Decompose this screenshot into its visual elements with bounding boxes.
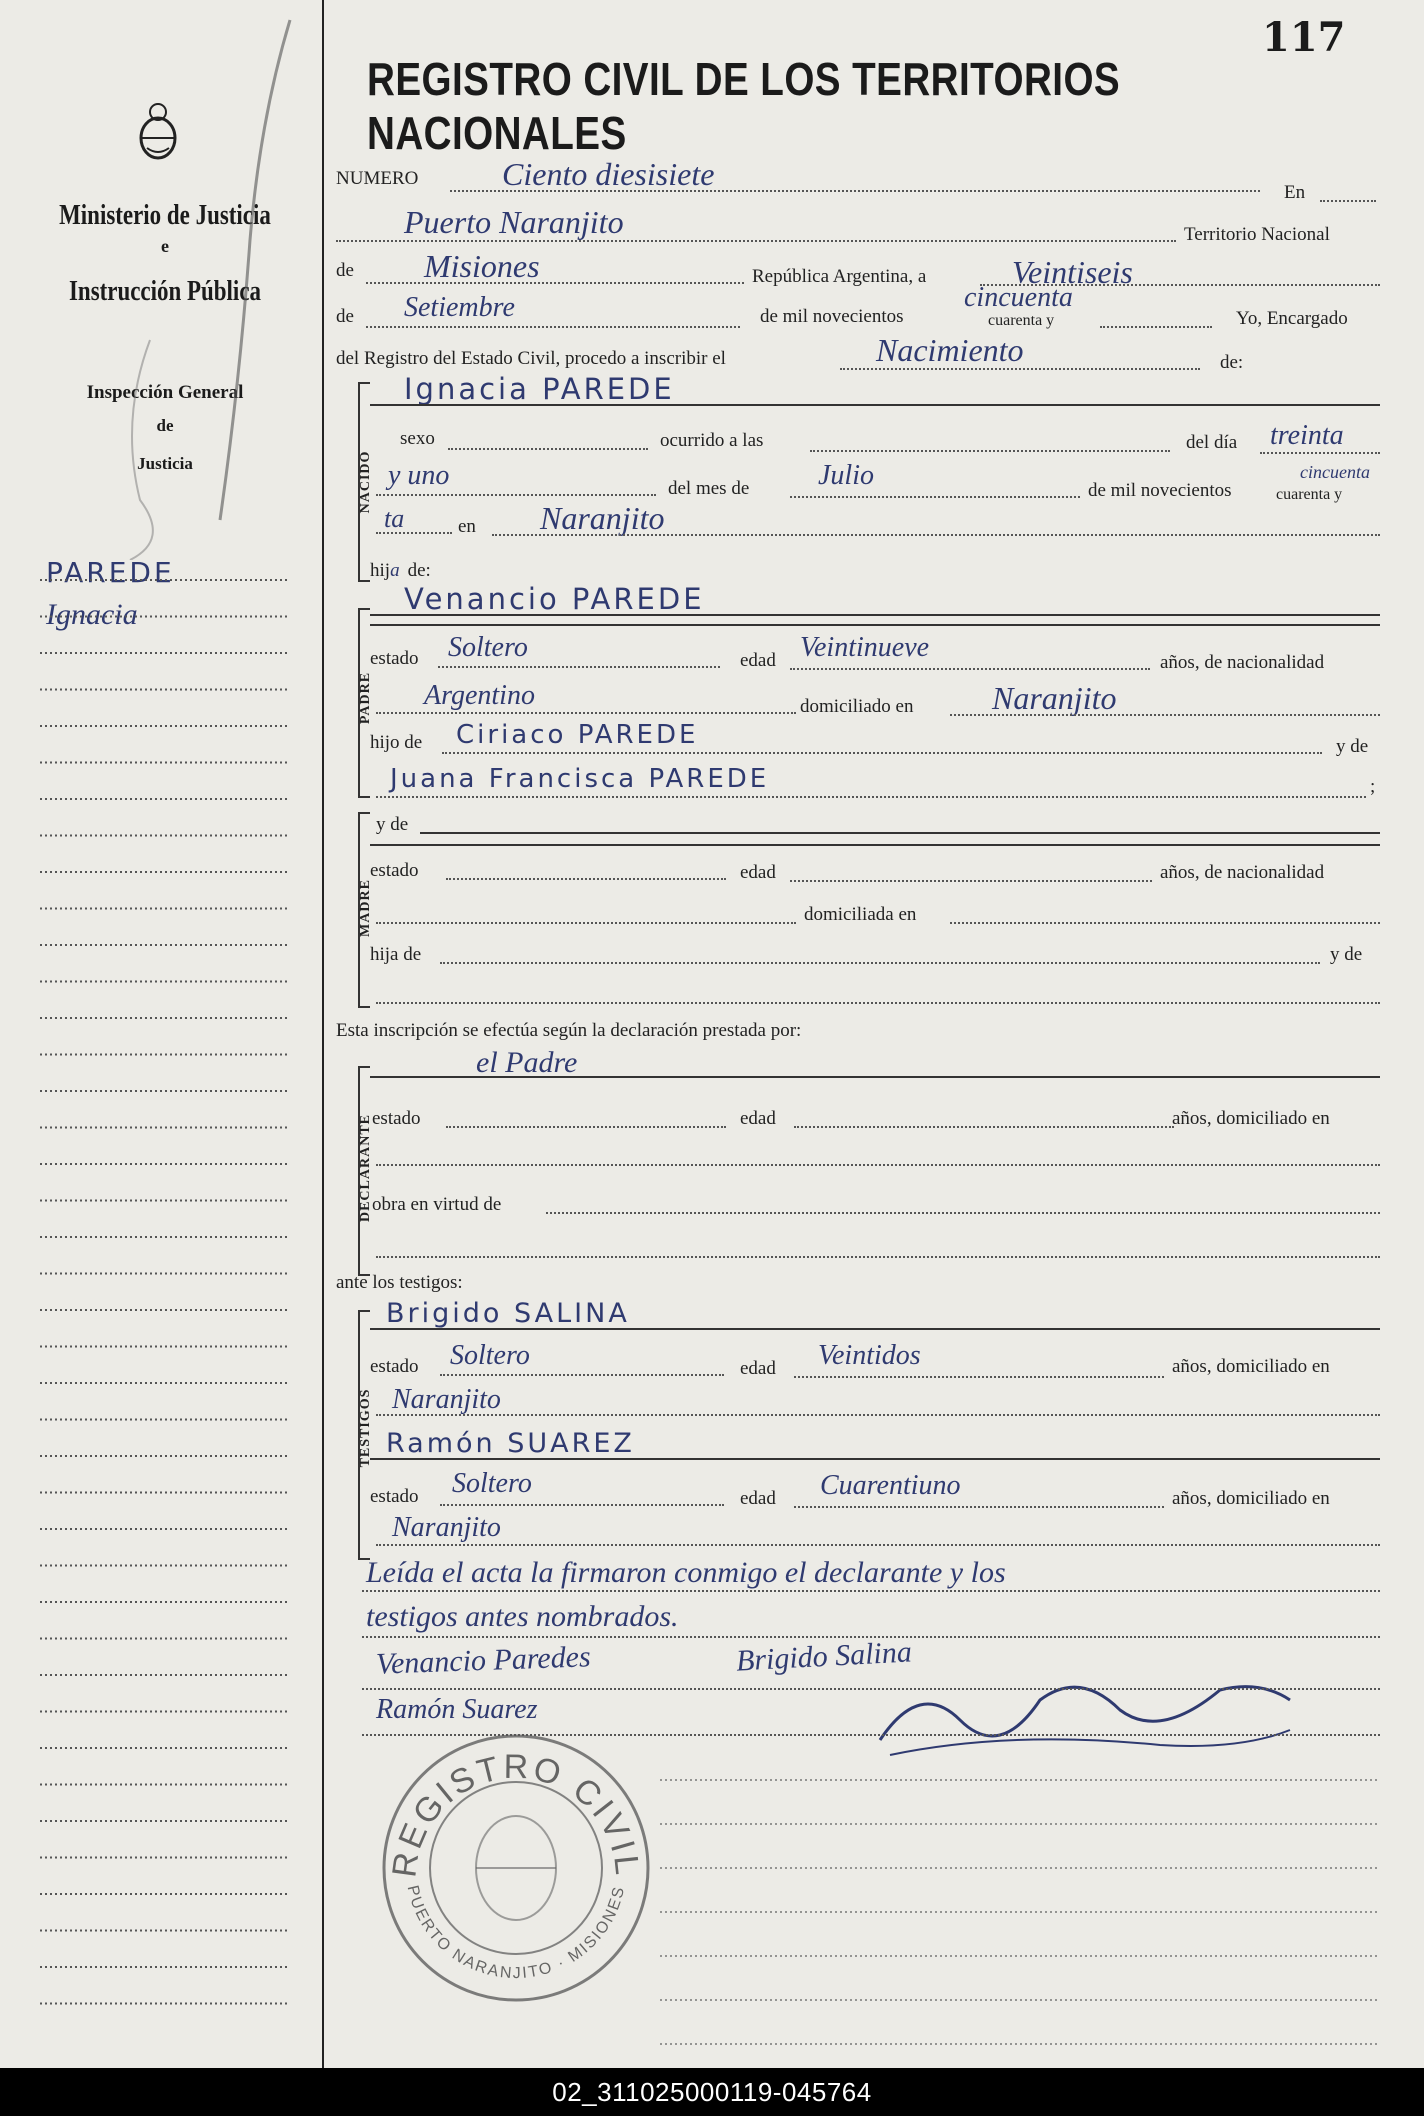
ministry-name-line2: Instrucción Pública — [68, 276, 261, 307]
padre-domiciliado-label: domiciliado en — [800, 696, 914, 717]
margin-surname: PAREDE — [46, 556, 175, 589]
birth-year-suffix: ta — [384, 504, 405, 533]
father-estado: Soltero — [448, 632, 528, 663]
inspection-line2: Justicia — [137, 454, 193, 473]
father-nacionalidad: Argentino — [424, 680, 535, 711]
inspection-line1: Inspección General — [86, 382, 244, 403]
padre-semicolon: ; — [1370, 776, 1376, 797]
witness2-name: Ramón SUAREZ — [386, 1428, 635, 1459]
en-label: en — [458, 516, 476, 537]
year-label: de mil novecientos — [760, 306, 904, 327]
year-value: cincuenta — [964, 282, 1073, 313]
territorio-label: Territorio Nacional — [1184, 224, 1330, 245]
witness2-anos-dom-label: años, domiciliado en — [1172, 1488, 1330, 1509]
republica-label: República Argentina, a — [752, 266, 927, 287]
padre-estado-label: estado — [370, 648, 419, 669]
witness1-anos-dom-label: años, domiciliado en — [1172, 1356, 1330, 1377]
mil-label: de mil novecientos — [1088, 480, 1232, 501]
madre-estado-label: estado — [370, 860, 419, 881]
padre-section-label: PADRE — [358, 671, 373, 725]
de-colon: de: — [1220, 352, 1244, 373]
de-label: de — [336, 260, 354, 281]
footer-id: 02_311025000119-045764 — [552, 2077, 872, 2107]
father-name: Venancio PAREDE — [404, 582, 705, 616]
document-title: REGISTRO CIVIL DE LOS TERRITORIOS NACIONALES — [367, 53, 1121, 159]
declarante-value: el Padre — [476, 1046, 578, 1079]
nacido-printed-cuarenta: cuarenta y — [1276, 486, 1343, 503]
del-dia-label: del día — [1186, 432, 1238, 453]
declarante-section-label: DECLARANTE — [358, 1114, 373, 1223]
signature-1: Venancio Paredes — [375, 1640, 592, 1681]
declarante-anos-dom-label: años, domiciliado en — [1172, 1108, 1330, 1129]
madre-hija-de-label: hija de — [370, 944, 422, 965]
ministry-name-line1: Ministerio de Justicia — [59, 200, 271, 231]
month-of-birth: Julio — [818, 460, 874, 491]
father-domicilio: Naranjito — [992, 680, 1117, 716]
witness1-name: Brigido SALINA — [386, 1298, 630, 1329]
witness2-domicilio: Naranjito — [392, 1512, 501, 1543]
declarante-estado-label: estado — [372, 1108, 421, 1129]
printed-cuarenta: cuarenta y — [988, 312, 1055, 329]
day-of-birth-2: y uno — [388, 460, 450, 491]
en-label: En — [1284, 182, 1306, 203]
padre-edad-label: edad — [740, 650, 776, 671]
mother-of-father: Juana Francisca PAREDE — [390, 764, 770, 794]
sexo-label: sexo — [400, 428, 435, 449]
numero-label: NUMERO — [336, 168, 419, 189]
madre-section-label: MADRE — [358, 879, 373, 937]
father-of-father: Ciriaco PAREDE — [456, 720, 699, 750]
margin-given-name: Ignacia — [46, 598, 138, 631]
padre-anos-nac-label: años, de nacionalidad — [1160, 652, 1325, 673]
declarante-edad-label: edad — [740, 1108, 776, 1129]
padre-hijo-de-label: hijo de — [370, 732, 423, 753]
margin-ruled-lines — [40, 578, 290, 2018]
birth-place: Naranjito — [540, 500, 665, 536]
witness2-estado-label: estado — [370, 1486, 419, 1507]
declaracion-intro: Esta inscripción se efectúa según la declaración prestada por: — [336, 1020, 802, 1041]
page-number: 117 — [1262, 14, 1346, 61]
ocurrido-label: ocurrido a las — [660, 430, 764, 451]
encargado-label: Yo, Encargado — [1236, 308, 1348, 329]
margin-divider — [322, 0, 324, 2068]
madre-y-de-end: y de — [1330, 944, 1363, 965]
testigos-intro: ante los testigos: — [336, 1272, 463, 1293]
del-mes-label: del mes de — [668, 478, 750, 499]
birth-year-value: cincuenta — [1300, 462, 1370, 482]
padre-y-de-label: y de — [1336, 736, 1369, 757]
day-value: Veintiseis — [1012, 254, 1133, 290]
registro-label: del Registro del Estado Civil, procedo a inscribir el — [336, 348, 726, 369]
place-value: Puerto Naranjito — [404, 204, 624, 240]
inspection-de: de — [156, 416, 174, 435]
madre-anos-nac-label: años, de nacionalidad — [1160, 862, 1325, 883]
stamp-bottom-text: PUERTO NARANJITO · MISIONES — [403, 1883, 629, 1983]
day-of-birth: treinta — [1270, 420, 1344, 451]
svg-text:PUERTO NARANJITO · MISIONES — [404, 1884, 629, 1982]
madre-y-de-label: y de — [376, 814, 409, 835]
margin-pen-scribble — [60, 0, 320, 560]
act-value: Nacimiento — [876, 332, 1024, 368]
madre-edad-label: edad — [740, 862, 776, 883]
ministry-name-e: e — [161, 236, 169, 256]
month-value: Setiembre — [404, 292, 515, 323]
svg-text:REGISTRO CIVIL — [385, 1748, 646, 1880]
witness1-estado: Soltero — [450, 1340, 530, 1371]
registro-civil-stamp — [376, 1728, 656, 2008]
nacido-section-label: NACIDO — [358, 450, 373, 514]
closing-line2: testigos antes nombrados. — [366, 1600, 679, 1633]
witness1-domicilio: Naranjito — [392, 1384, 501, 1415]
witness2-edad: Cuarentiuno — [820, 1470, 961, 1501]
witness1-edad-label: edad — [740, 1358, 776, 1379]
child-name: Ignacia PAREDE — [404, 372, 675, 406]
signature-2: Brigido Salina — [735, 1635, 913, 1678]
declarante-obra-label: obra en virtud de — [372, 1194, 502, 1215]
territory-value: Misiones — [424, 248, 540, 284]
closing-line1: Leída el acta la firmaron conmigo el declarante y los — [366, 1556, 1006, 1589]
stamp-top-text: REGISTRO CIVIL — [385, 1747, 647, 1880]
de-label-2: de — [336, 306, 354, 327]
madre-domiciliada-label: domiciliada en — [804, 904, 917, 925]
footer-id-bar — [0, 2068, 1424, 2116]
signature-3: Ramón Suarez — [376, 1694, 538, 1725]
father-edad: Veintinueve — [800, 632, 930, 663]
witness2-estado: Soltero — [452, 1468, 532, 1499]
numero-value: Ciento diesisiete — [502, 156, 715, 192]
hijo-label: hija de: — [370, 560, 431, 581]
witness1-edad: Veintidos — [818, 1340, 921, 1371]
testigos-section-label: TESTIGOS — [358, 1388, 373, 1468]
witness2-edad-label: edad — [740, 1488, 776, 1509]
witness1-estado-label: estado — [370, 1356, 419, 1377]
